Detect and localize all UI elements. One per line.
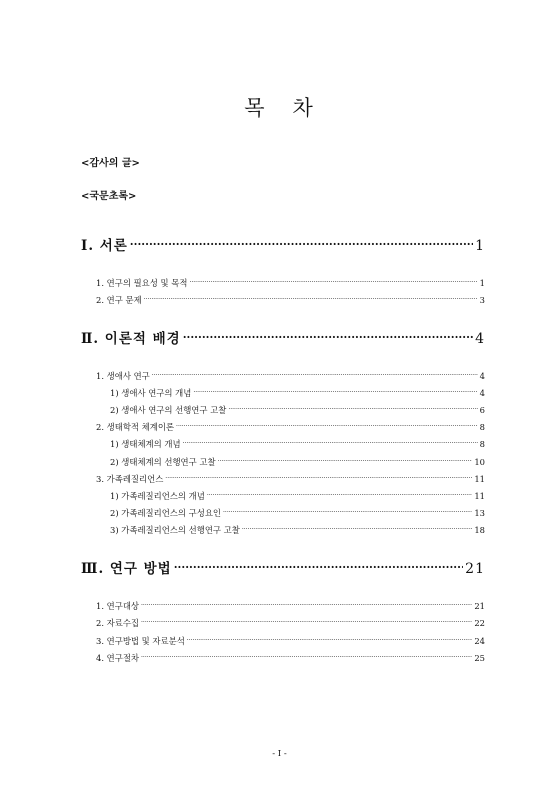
toc-subentry[interactable] [110, 387, 485, 399]
dot-leader [144, 296, 478, 304]
entry-label: 1) 생애사 연구의 개념 [110, 388, 192, 398]
entry-page: 8 [479, 439, 485, 449]
dot-leader [141, 619, 472, 627]
toc-entry[interactable] [96, 635, 485, 647]
page-title [0, 92, 559, 122]
toc-chapter-1[interactable] [81, 234, 485, 254]
toc-entry[interactable] [96, 652, 485, 664]
toc-chapter-2[interactable] [81, 327, 485, 347]
entry-page: 6 [479, 405, 485, 415]
dot-leader [193, 389, 477, 397]
dot-leader [183, 440, 478, 448]
dot-leader [183, 331, 473, 343]
toc-entry[interactable] [96, 370, 485, 382]
dot-leader [141, 654, 472, 662]
dot-leader [228, 406, 477, 414]
dot-leader [187, 637, 473, 645]
entry-page: 10 [474, 457, 485, 467]
dot-leader [242, 526, 472, 534]
entry-label: 2) 생태체계의 선행연구 고찰 [110, 457, 216, 467]
toc-subentry[interactable] [110, 456, 485, 468]
entry-label: 1. 생애사 연구 [96, 371, 150, 381]
dot-leader [141, 602, 472, 610]
entry-page: 24 [474, 636, 485, 646]
entry-label: 2. 생태학적 체계이론 [96, 422, 175, 432]
toc-subentry[interactable] [110, 404, 485, 416]
dot-leader [207, 492, 473, 500]
entry-label: 2) 생애사 연구의 선행연구 고찰 [110, 405, 227, 415]
entry-page: 22 [474, 618, 485, 628]
toc-entry[interactable] [96, 617, 485, 629]
toc-subentry[interactable] [110, 438, 485, 450]
dot-leader [130, 238, 473, 250]
toc-entry[interactable] [96, 421, 485, 433]
page-number: - Ⅰ - [272, 749, 287, 759]
entry-page: 11 [474, 491, 485, 501]
title-char-2: 차 [292, 96, 315, 120]
chapter-label: Ⅲ. 연구 방법 [81, 561, 172, 577]
entry-page: 1 [479, 278, 485, 288]
toc-entry[interactable] [96, 277, 485, 289]
dot-leader [223, 509, 472, 517]
entry-label: 2) 가족레질리언스의 구성요인 [110, 508, 222, 518]
toc-entry[interactable] [96, 473, 485, 485]
entry-page: 8 [479, 422, 485, 432]
dot-leader [152, 372, 478, 380]
entry-label: 3. 연구방법 및 자료분석 [96, 636, 185, 646]
entry-label: 1) 생태체계의 개념 [110, 439, 181, 449]
entry-label: 1. 연구의 필요성 및 목적 [96, 278, 188, 288]
toc-entry[interactable] [96, 600, 485, 612]
chapter-page: 21 [465, 561, 485, 577]
entry-label: 3. 가족레질리언스 [96, 474, 164, 484]
entry-label: 2. 연구 문제 [96, 295, 142, 305]
entry-page: 18 [474, 525, 485, 535]
entry-label: 1) 가족레질리언스의 개념 [110, 491, 205, 501]
entry-label: 1. 연구대상 [96, 601, 140, 611]
entry-page: 21 [474, 601, 485, 611]
toc-entry[interactable] [96, 294, 485, 306]
entry-page: 13 [474, 508, 485, 518]
chapter-page: 4 [475, 331, 485, 347]
dot-leader [218, 458, 473, 466]
entry-page: 25 [474, 653, 485, 663]
entry-label: 3) 가족레질리언스의 선행연구 고찰 [110, 525, 240, 535]
dot-leader [165, 475, 472, 483]
dot-leader [174, 561, 463, 573]
entry-page: 4 [479, 388, 485, 398]
entry-label: 2. 자료수집 [96, 618, 140, 628]
entry-page: 3 [479, 295, 485, 305]
chapter-label: Ⅱ. 이론적 배경 [81, 331, 181, 347]
front-matter-abstract[interactable]: <국문초록> [81, 191, 137, 202]
toc-subentry[interactable] [110, 490, 485, 502]
entry-page: 4 [479, 371, 485, 381]
title-char-1: 목 [244, 96, 267, 120]
entry-label: 4. 연구절차 [96, 653, 140, 663]
toc-subentry[interactable] [110, 524, 485, 536]
chapter-page: 1 [475, 238, 485, 254]
front-matter-acknowledgements[interactable]: <감사의 글> [81, 158, 140, 169]
toc-chapter-3[interactable] [81, 557, 485, 577]
toc-subentry[interactable] [110, 507, 485, 519]
dot-leader [176, 423, 478, 431]
entry-page: 11 [474, 474, 485, 484]
dot-leader [189, 279, 477, 287]
chapter-label: Ⅰ. 서론 [81, 238, 128, 254]
